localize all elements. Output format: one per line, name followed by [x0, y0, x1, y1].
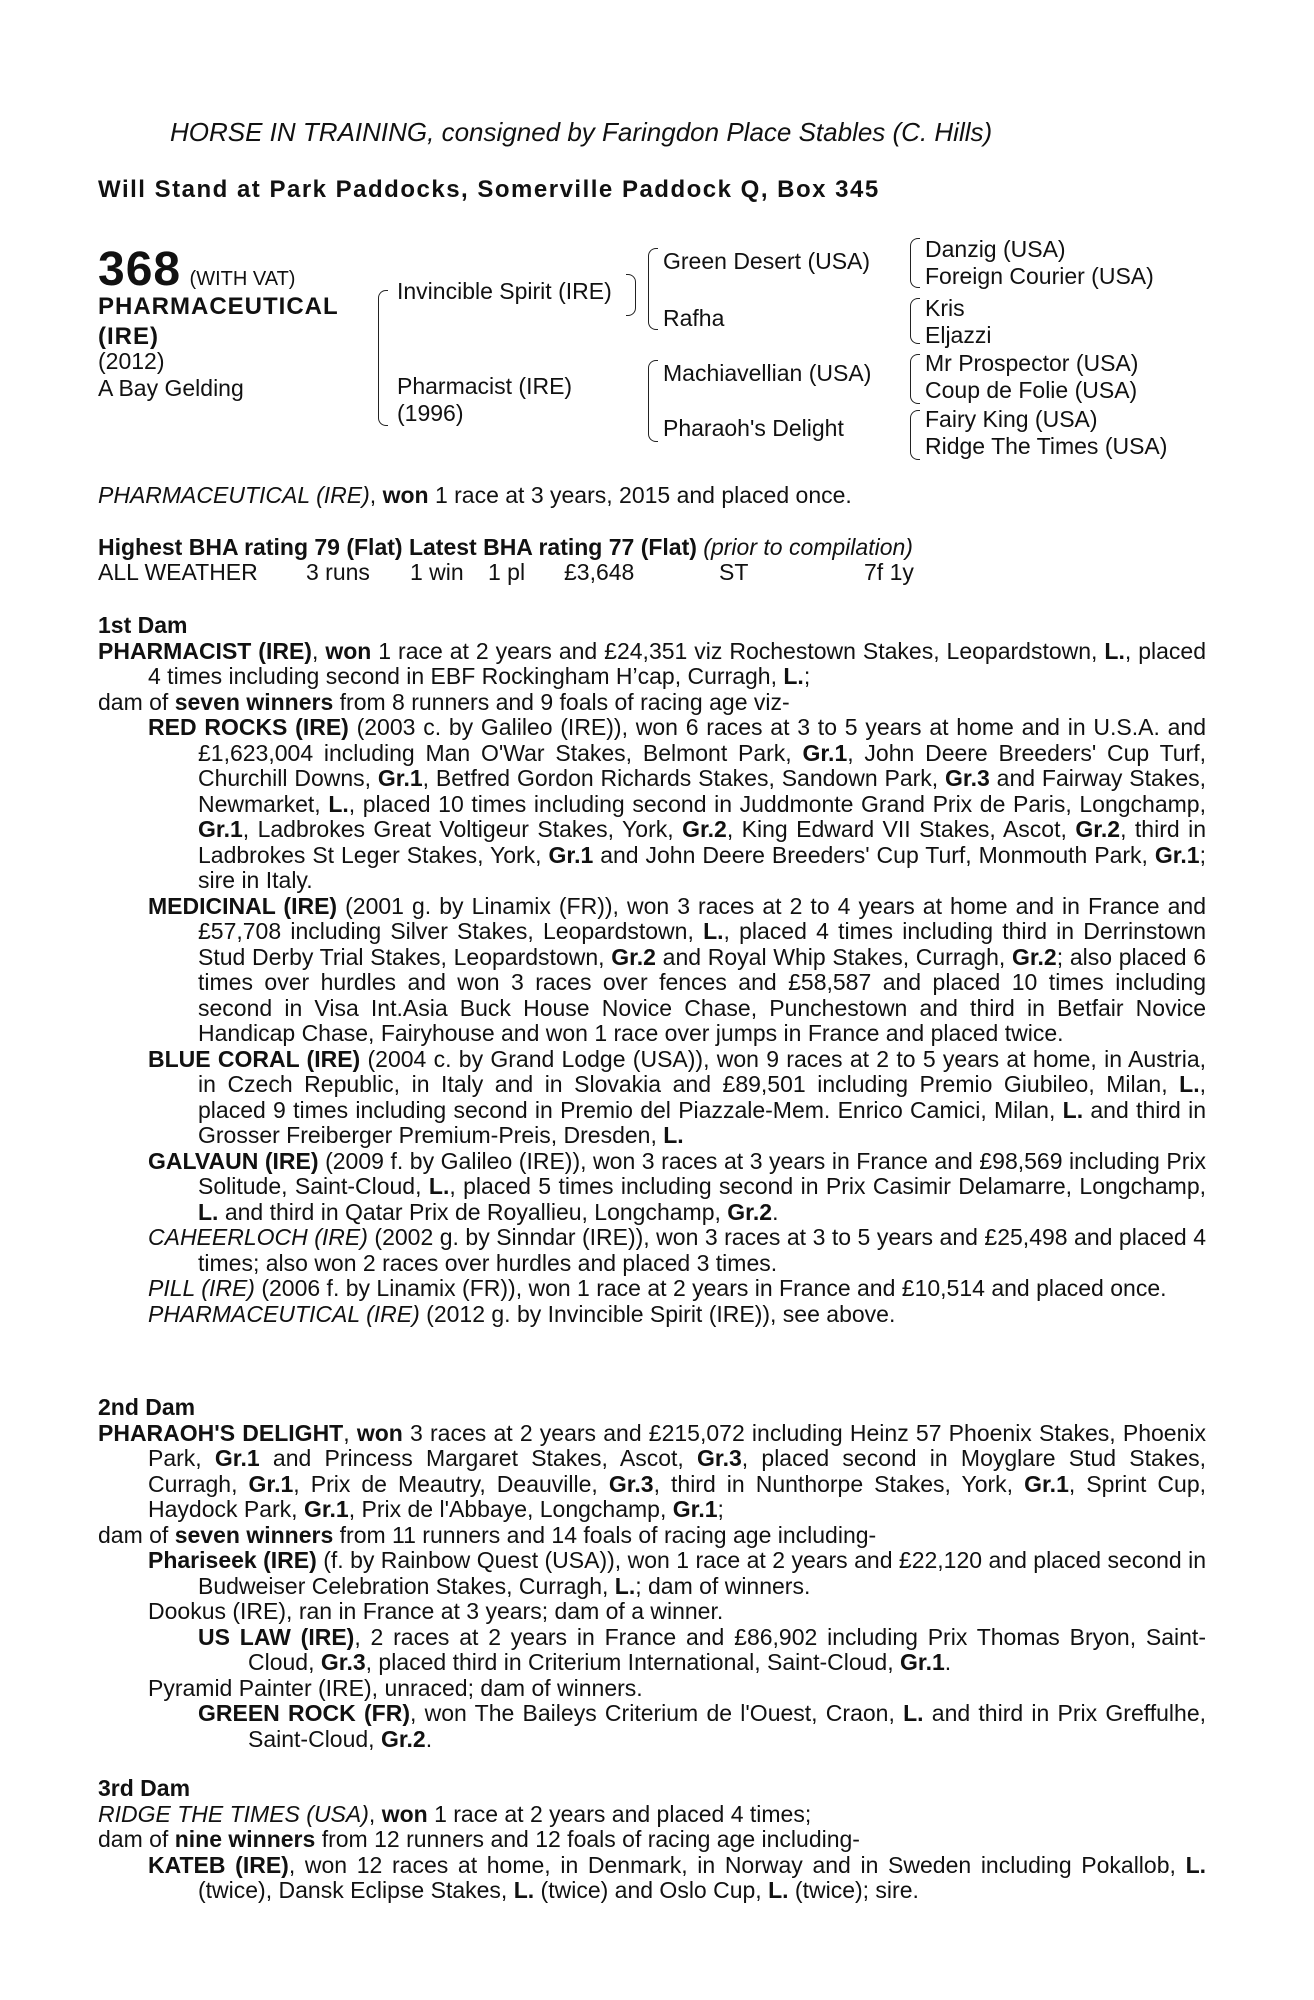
third-dam-section — [98, 1776, 1206, 1904]
race-summary: PHARMACEUTICAL (IRE), won 1 race at 3 years, 2015 and placed once. — [98, 482, 852, 508]
dam-record: PHARAOH'S DELIGHT, won 3 races at 2 years and £215,072 including Heinz 57 Phoenix Stakes, Phoenix Park, Gr.1 and Princess Margaret Stakes, Ascot, Gr.3, placed second in Moyglare Stud Stakes, Curragh, Gr.1, Prix de Meautry, Deauville, Gr.3, third in Nunthorpe Stakes, York, Gr.1, Sprint Cup, Haydock Park, Gr.1, Prix de l'Abbaye, Longchamp, Gr.1; — [98, 1419, 1207, 1522]
pedigree-ssd: Foreign Courier (USA) — [925, 263, 1154, 289]
first-dam-section — [98, 613, 1206, 1327]
progeny-entry: Phariseek (IRE) (f. by Rainbow Quest (USA)), won 1 race at 2 years and £22,120 and placed second in Budweiser Celebration Stakes, Curragh, L.; dam of winners. — [148, 1547, 1206, 1599]
stand-location: Will Stand at Park Paddocks, Somerville Paddock Q, Box 345 — [98, 176, 880, 203]
progeny-entry: Dookus (IRE), ran in France at 3 years; dam of a winner. — [148, 1598, 724, 1624]
pedigree-sds: Kris — [925, 295, 965, 321]
progeny-entry: CAHEERLOCH (IRE) (2002 g. by Sinndar (IRE)), won 3 races at 3 to 5 years and £25,498 and placed 4 times; also won 2 races over hurdles and placed 3 times. — [148, 1224, 1206, 1276]
pedigree-sdd: Eljazzi — [925, 322, 992, 348]
dam-record: PHARMACIST (IRE), won 1 race at 2 years and £24,351 viz Rochestown Stakes, Leopardstown, L., placed 4 times including second in EBF Rockingham H’cap, Curragh, L.; — [98, 637, 1206, 689]
dam-produce-summary: dam of seven winners from 11 runners and 14 foals of racing age including- — [98, 1521, 877, 1548]
stats-course: ST — [719, 559, 749, 585]
pedigree-dam-dam: Pharaoh's Delight — [663, 415, 844, 441]
pedigree-sss: Danzig (USA) — [925, 236, 1066, 262]
progeny-entry: US LAW (IRE), 2 races at 2 years in France and £86,902 including Prix Thomas Bryon, Saint-Cloud, Gr.3, placed third in Criterium International, Saint-Cloud, Gr.1. — [198, 1623, 1206, 1675]
progeny-entry: KATEB (IRE), won 12 races at home, in Denmark, in Norway and in Sweden including Pokallob, L. (twice), Dansk Eclipse Stakes, L. (twice) and Oslo Cup, L. (twice); sire. — [148, 1851, 1207, 1903]
horse-name-line1: PHARMACEUTICAL — [98, 293, 339, 320]
horse-details — [98, 348, 244, 402]
section-heading: 2nd Dam — [98, 1394, 196, 1420]
stats-placed: 1 pl — [488, 559, 526, 585]
foaling-year: (2012) — [98, 348, 165, 374]
racing-stats — [98, 560, 1206, 586]
pedigree-brace — [910, 298, 920, 344]
progeny-entry: Pyramid Painter (IRE), unraced; dam of winners. — [148, 1674, 643, 1701]
lot-header — [98, 242, 295, 297]
summary-record: 1 race at 3 years, 2015 and placed once. — [428, 482, 852, 508]
progeny-entry: MEDICINAL (IRE) (2001 g. by Linamix (FR)), won 3 races at 2 to 4 years at home and in France and £57,708 including Silver Stakes, Leopardstown, L., placed 4 times including third in Derrinstown Stud Derby Trial Stakes, Leopardstown, Gr.2 and Royal Whip Stakes, Curragh, Gr.2; also placed 6 times over hurdles and won 3 races over fences and £58,587 and placed 10 times including second in Visa Int.Asia Buck House Novice Chase, Punchestown and third in Betfair Novice Handicap Chase, Fairyhouse and won 1 race over jumps in France and placed twice. — [148, 892, 1207, 1046]
pedigree-dsd: Coup de Folie (USA) — [925, 377, 1138, 403]
progeny-entry: RED ROCKS (IRE) (2003 c. by Galileo (IRE)), won 6 races at 3 to 5 years at home and in U.S.A. and £1,623,004 including Man O'War Stakes, Belmont Park, Gr.1, John Deere Breeders' Cup Turf, Churchill Downs, Gr.1, Betfred Gordon Richards Stakes, Sandown Park, Gr.3 and Fairway Stakes, Newmarket, L., placed 10 times including second in Juddmonte Grand Prix de Paris, Longchamp, Gr.1, Ladbrokes Great Voltigeur Stakes, York, Gr.2, King Edward VII Stakes, Ascot, Gr.2, third in Ladbrokes St Leger Stakes, York, Gr.1 and John Deere Breeders' Cup Turf, Monmouth Park, Gr.1; sire in Italy. — [148, 714, 1207, 893]
pedigree-sire-sire: Green Desert (USA) — [663, 248, 871, 274]
pedigree-dam-sire: Machiavellian (USA) — [663, 360, 872, 386]
pedigree-dam: Pharmacist (IRE) — [397, 373, 573, 399]
rating-line — [98, 535, 1206, 561]
pedigree-brace — [648, 360, 658, 442]
progeny-entry: PILL (IRE) (2006 f. by Linamix (FR)), won 1 race at 2 years in France and £10,514 and placed once. — [148, 1275, 1167, 1301]
pedigree-dds: Fairy King (USA) — [925, 406, 1098, 432]
horse-name-line2: (IRE) — [98, 323, 159, 350]
pedigree-brace — [378, 290, 388, 426]
pedigree-brace — [910, 238, 920, 288]
progeny-entry: GALVAUN (IRE) (2009 f. by Galileo (IRE)), won 3 races at 3 years in France and £98,569 including Prix Solitude, Saint-Cloud, L., placed 5 times including second in Prix Casimir Delamarre, Longchamp, L. and third in Qatar Prix de Royallieu, Longchamp, Gr.2. — [148, 1147, 1207, 1225]
section-heading: 1st Dam — [98, 612, 188, 638]
pedigree-sire: Invincible Spirit (IRE) — [397, 278, 612, 304]
progeny-entry: GREEN ROCK (FR), won The Baileys Criterium de l'Ouest, Craon, L. and third in Prix Greffulhe, Saint-Cloud, Gr.2. — [198, 1700, 1206, 1752]
pedigree-brace — [910, 354, 920, 404]
stats-prize: £3,648 — [564, 559, 635, 585]
progeny-entry: BLUE CORAL (IRE) (2004 c. by Grand Lodge (USA)), won 9 races at 2 to 5 years at home, in Austria, in Czech Republic, in Italy and in Slovakia and £89,501 including Premio Giubileo, Milan, L., placed 9 times including second in Premio del Piazzale-Mem. Enrico Camici, Milan, L. and third in Grosser Freiberger Premium-Preis, Dresden, L. — [148, 1045, 1207, 1148]
lot-number: 368 — [98, 243, 182, 296]
stats-distance: 7f 1y — [864, 559, 914, 585]
pedigree-dam-year: (1996) — [397, 400, 464, 426]
pedigree-sire-dam: Rafha — [663, 305, 725, 331]
progeny-entry: PHARMACEUTICAL (IRE) (2012 g. by Invincible Spirit (IRE)), see above. — [148, 1300, 896, 1327]
pedigree-brace — [626, 274, 636, 316]
second-dam-section — [98, 1395, 1206, 1752]
dam-produce-summary: dam of nine winners from 12 runners and 12 foals of racing age including- — [98, 1826, 860, 1852]
pedigree-brace — [910, 410, 920, 460]
summary-horse-name: PHARMACEUTICAL (IRE) — [98, 482, 370, 508]
vat-label: (WITH VAT) — [189, 268, 296, 290]
pedigree-brace — [648, 248, 658, 330]
dam-record: RIDGE THE TIMES (USA), won 1 race at 2 years and placed 4 times; — [98, 1800, 812, 1827]
rating-note: (prior to compilation) — [696, 534, 913, 560]
horse-name — [98, 292, 339, 352]
dam-produce-summary: dam of seven winners from 8 runners and 9 foals of racing age viz- — [98, 688, 790, 715]
pedigree-dss: Mr Prospector (USA) — [925, 350, 1139, 376]
summary-won: won — [382, 482, 429, 508]
stats-surface: ALL WEATHER — [98, 559, 258, 585]
section-heading: 3rd Dam — [98, 1775, 191, 1801]
bha-rating: Highest BHA rating 79 (Flat) Latest BHA rating 77 (Flat) — [98, 534, 697, 560]
stats-runs: 3 runs — [306, 559, 370, 585]
stats-wins: 1 win — [410, 559, 464, 585]
horse-description: A Bay Gelding — [98, 375, 244, 401]
page-title: HORSE IN TRAINING, consigned by Faringdon Place Stables (C. Hills) — [170, 117, 993, 147]
pedigree-ddd: Ridge The Times (USA) — [925, 433, 1168, 459]
